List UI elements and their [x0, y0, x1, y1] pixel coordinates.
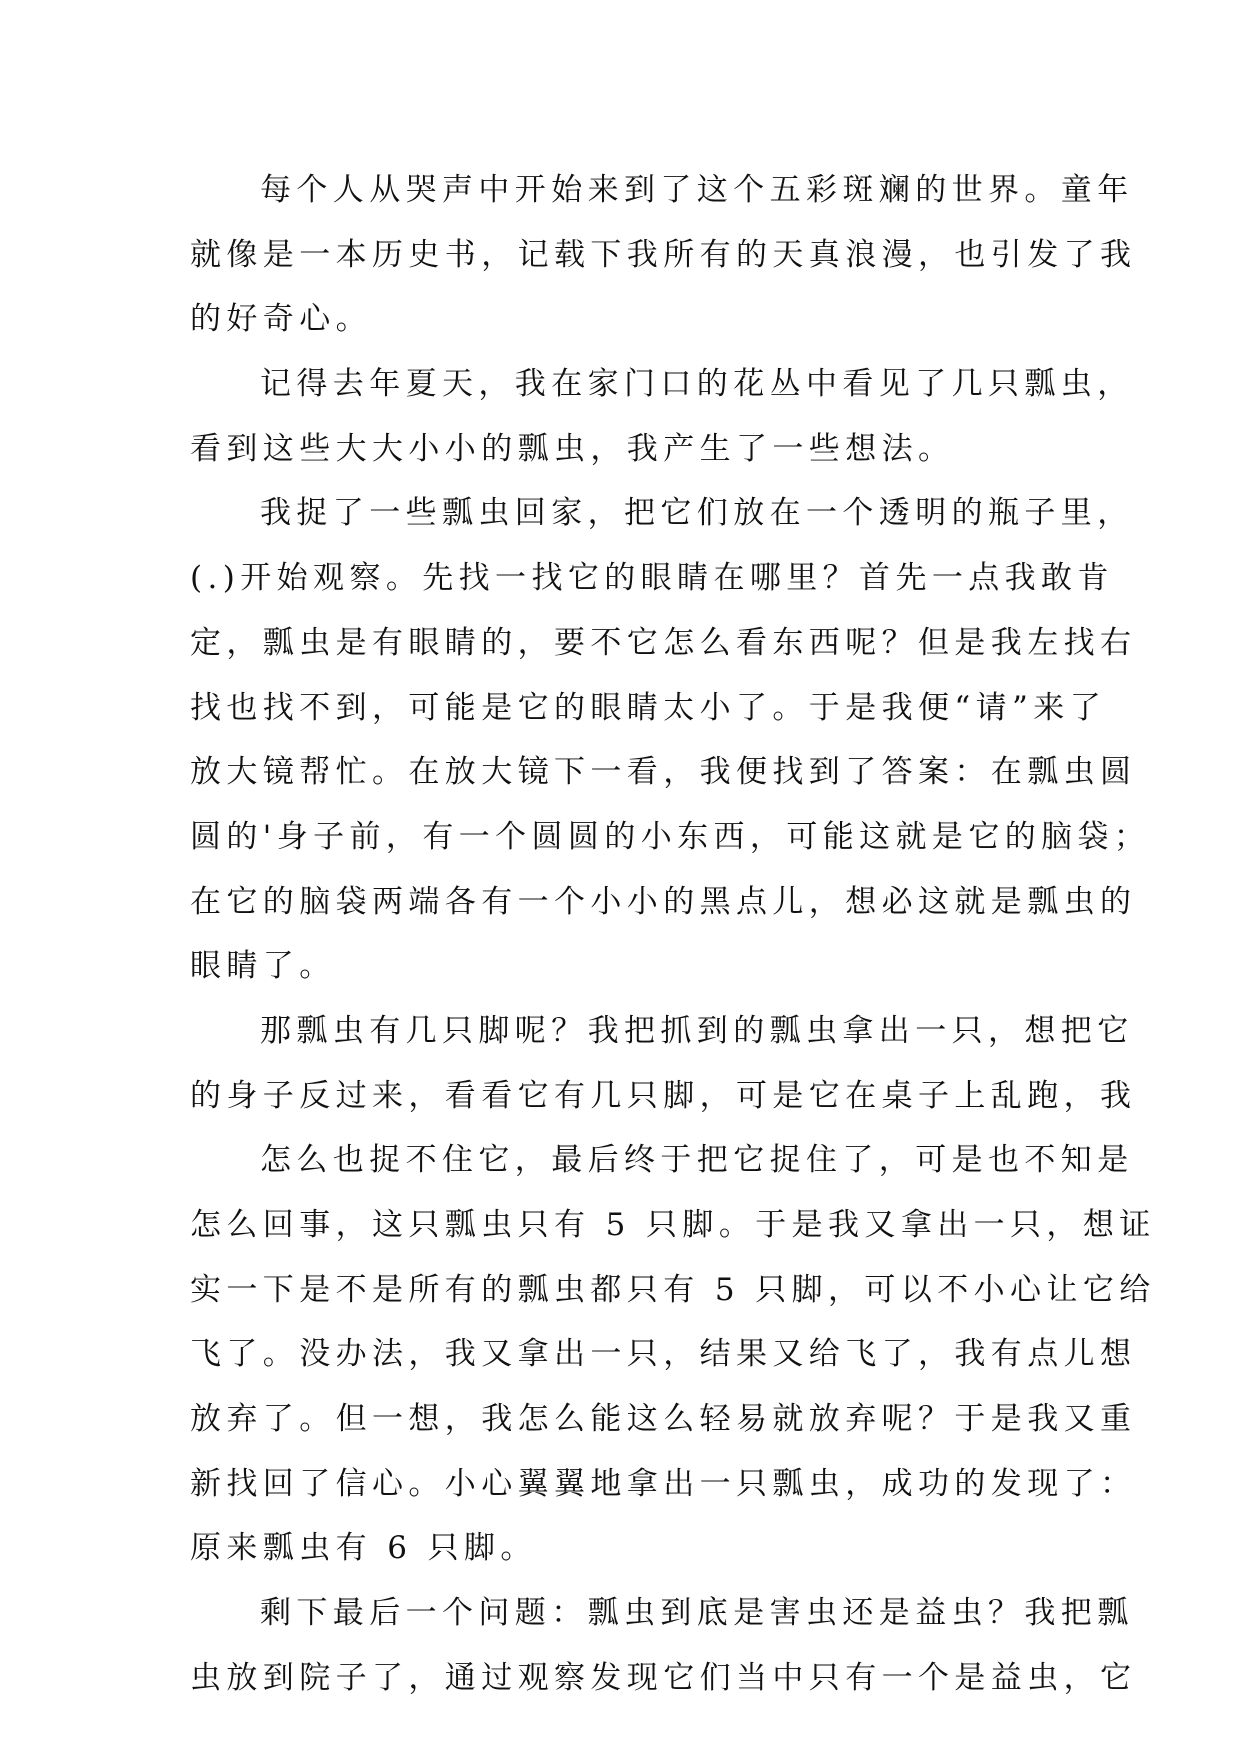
text-line: 看到这些大大小小的瓢虫，我产生了一些想法。 [190, 430, 955, 467]
text-line: 放大镜帮忙。在放大镜下一看，我便找到了答案：在瓢虫圆 [190, 754, 1137, 791]
text-line: 虫放到院子了，通过观察发现它们当中只有一个是益虫，它 [190, 1659, 1137, 1696]
text-line: 飞了。没办法，我又拿出一只，结果又给飞了，我有点儿想 [190, 1336, 1137, 1373]
body-text [190, 158, 1156, 1711]
text-line: 记得去年夏天，我在家门口的花丛中看见了几只瓢虫， [260, 366, 1134, 403]
text-line: 放弃了。但一想，我怎么能这么轻易就放弃呢？于是我又重 [190, 1401, 1137, 1438]
text-line: 那瓢虫有几只脚呢？我把抓到的瓢虫拿出一只，想把它 [260, 1012, 1134, 1049]
text-line: (.)开始观察。先找一找它的眼睛在哪里？首先一点我敢肯 [190, 560, 1114, 597]
text-line: 怎么回事，这只瓢虫只有 5 只脚。于是我又拿出一只，想证 [190, 1207, 1156, 1243]
text-line: 我捉了一些瓢虫回家，把它们放在一个透明的瓶子里， [260, 495, 1134, 532]
text-line: 就像是一本历史书，记载下我所有的天真浪漫，也引发了我 [190, 236, 1137, 273]
text-line: 眼睛了。 [190, 948, 336, 985]
text-line: 找也找不到，可能是它的眼睛太小了。于是我便“请”来了 [190, 689, 1107, 726]
text-line: 圆的'身子前，有一个圆圆的小东西，可能这就是它的脑袋； [190, 818, 1151, 855]
text-line: 每个人从哭声中开始来到了这个五彩斑斓的世界。童年 [260, 172, 1134, 208]
text-line: 定，瓢虫是有眼睛的，要不它怎么看东西呢？但是我左找右 [190, 624, 1137, 661]
text-line: 原来瓢虫有 6 只脚。 [190, 1530, 537, 1567]
text-line: 的身子反过来，看看它有几只脚，可是它在桌子上乱跑，我 [190, 1077, 1137, 1114]
text-line: 新找回了信心。小心翼翼地拿出一只瓢虫，成功的发现了： [190, 1465, 1137, 1502]
text-line: 实一下是不是所有的瓢虫都只有 5 只脚，可以不小心让它给 [190, 1271, 1156, 1308]
text-line: 的好奇心。 [190, 301, 372, 338]
text-line: 在它的脑袋两端各有一个小小的黑点儿，想必这就是瓢虫的 [190, 883, 1137, 920]
text-line: 怎么也捉不住它，最后终于把它捉住了，可是也不知是 [260, 1142, 1134, 1179]
text-line: 剩下最后一个问题：瓢虫到底是害虫还是益虫？我把瓢 [260, 1595, 1134, 1632]
